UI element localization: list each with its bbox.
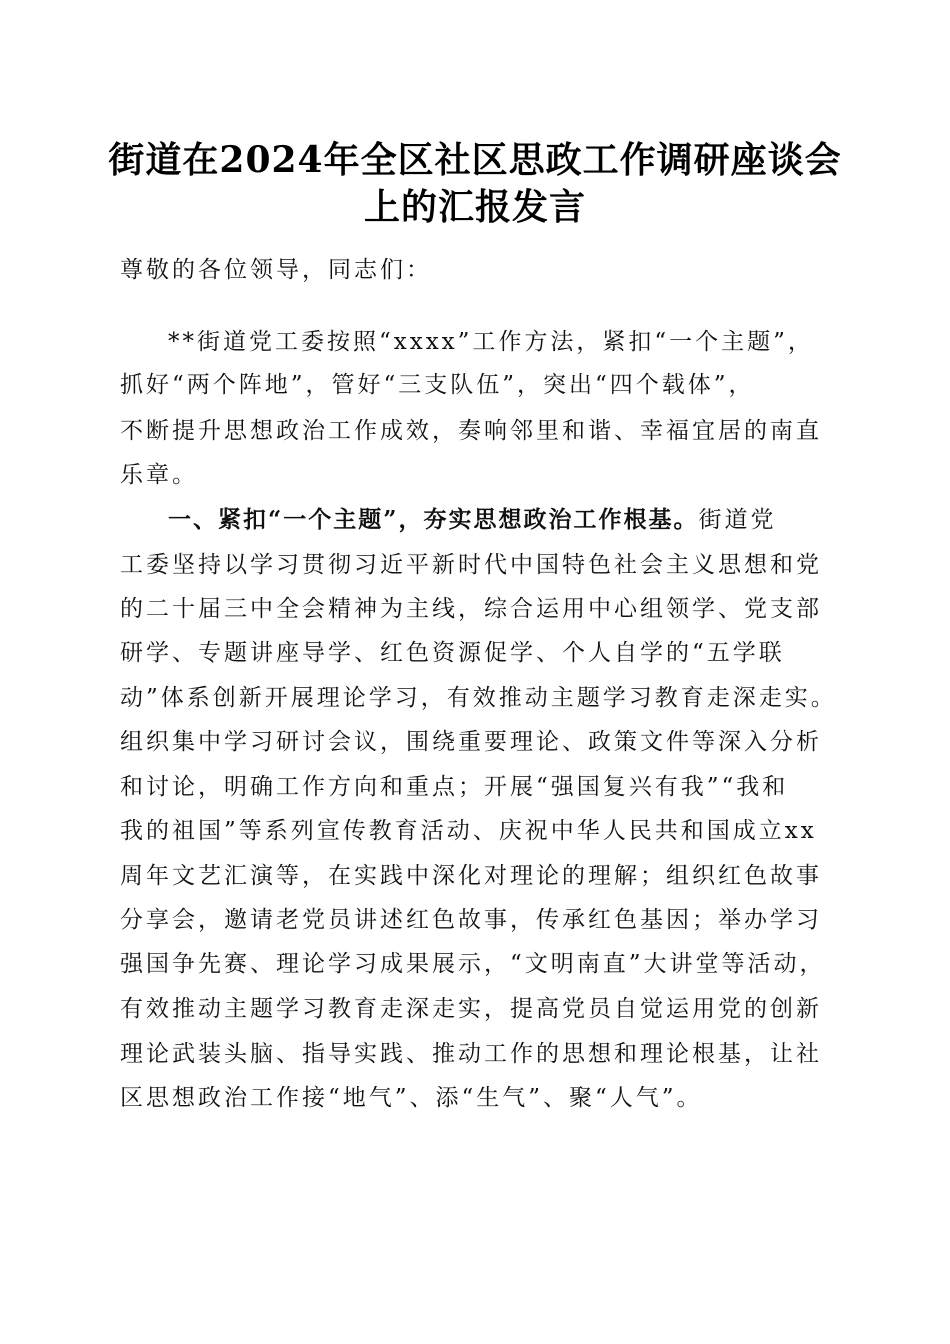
section-1-line: 研学、专题讲座导学、红色资源促学、个人自学的“五学联 [120,640,785,666]
section-1-line: 动”体系创新开展理论学习，有效推动主题学习教育走深走实。 [120,685,837,711]
section-1-line: 和讨论，明确工作方向和重点；开展“强国复兴有我”“我和 [120,774,789,800]
section-1-line: 工委坚持以学习贯彻习近平新时代中国特色社会主义思想和党 [120,552,822,578]
section-1-first-line [168,504,888,536]
section-1-line: 的二十届三中全会精神为主线，综合运用中心组领学、党支部 [120,596,822,622]
section-1-line: 区思想政治工作接“地气”、添“生气”、聚“人气”。 [120,1085,703,1111]
section-1-line: 理论武装头脑、指导实践、推动工作的思想和理论根基，让社 [120,1041,822,1067]
salutation: 尊敬的各位领导，同志们： [120,257,432,283]
section-1-line: 周年文艺汇演等，在实践中深化对理论的理解；组织红色故事 [120,863,822,889]
section-1-heading: 一、紧扣“一个主题”，夯实思想政治工作根基。 [168,506,699,533]
section-1-line: 组织集中学习研讨会议，围绕重要理论、政策文件等深入分析 [120,729,822,755]
intro-line-4: 乐章。 [120,462,198,488]
section-1-line: 强国争先赛、理论学习成果展示，“文明南直”大讲堂等活动， [120,951,826,977]
intro-line-3: 不断提升思想政治工作成效，奏响邻里和谐、幸福宜居的南直 [120,418,822,444]
section-1-line: 分享会，邀请老党员讲述红色故事，传承红色基因；举办学习 [120,907,822,933]
section-1-line: 我的祖国”等系列宣传教育活动、庆祝中华人民共和国成立xx [120,818,817,844]
document-title-line-1: 街道在2024年全区社区思政工作调研座谈会 [108,139,842,181]
section-1-first-line-rest: 街道党 [698,507,777,533]
intro-line-2: 抓好“两个阵地”，管好“三支队伍”，突出“四个载体”， [120,372,755,398]
document-title-line-2: 上的汇报发言 [363,186,586,228]
intro-line-1: **街道党工委按照“xxxx”工作方法，紧扣“一个主题”， [168,329,814,355]
section-1-line: 有效推动主题学习教育走深走实，提高党员自觉运用党的创新 [120,996,822,1022]
